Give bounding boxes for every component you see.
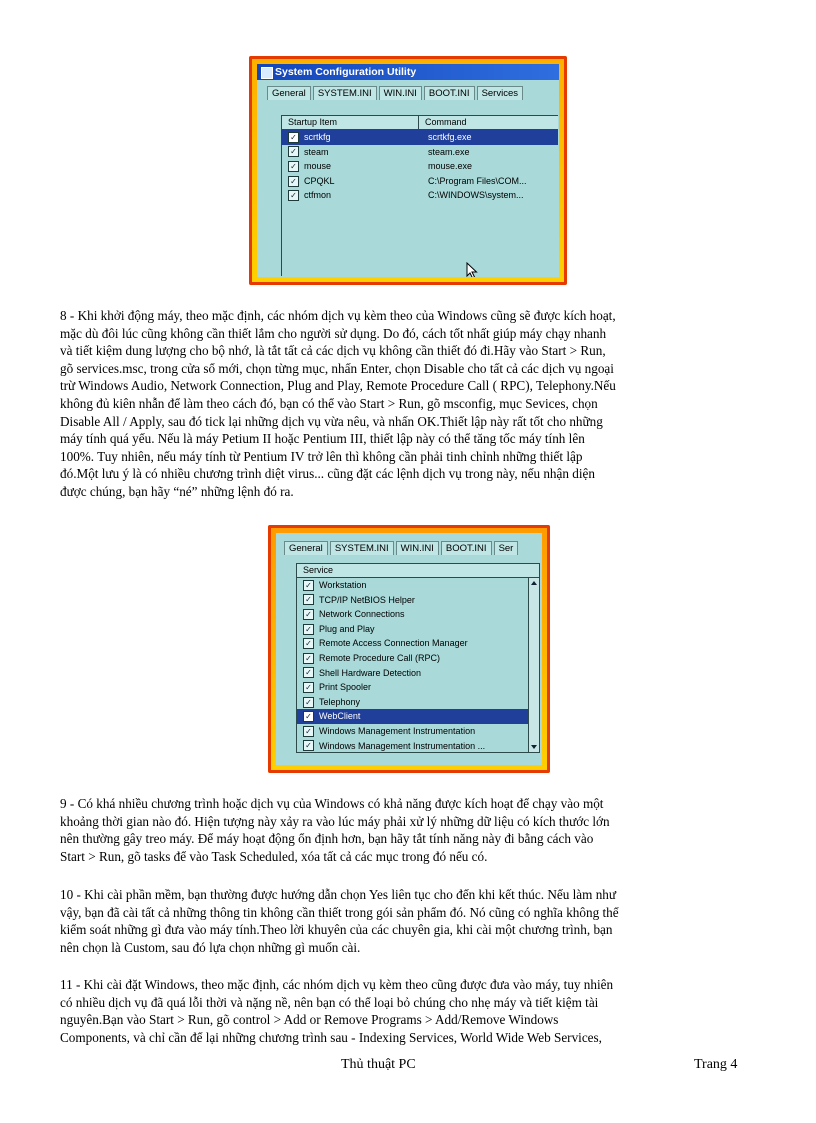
checkbox-checked-icon[interactable]: ✓ [288,132,299,143]
text-line: kiểm soát những gì đưa vào máy tính.Theo lời khuyên của các chuyên gia, khi cài một chương trình, bạn [60,922,613,938]
checkbox-checked-icon[interactable]: ✓ [303,624,314,635]
text-line: Components, và chỉ cần để lại những chương trình sau - Indexing Services, World Wide Web Services, [60,1029,602,1045]
startup-item-name: steam [304,146,329,157]
startup-item-command: C:\Program Files\COM... [428,175,527,186]
list-item[interactable] [297,622,528,637]
tab-win-ini[interactable]: WIN.INI [396,541,439,555]
checkbox-checked-icon[interactable]: ✓ [288,161,299,172]
checkbox-checked-icon[interactable]: ✓ [288,176,299,187]
startup-item-command: scrtkfg.exe [428,132,472,142]
service-name: Remote Access Connection Manager [319,638,468,649]
tab-boot-ini[interactable]: BOOT.INI [441,541,492,555]
text-line: được chúng, bạn hãy “né” những lệnh đó ra. [60,483,294,499]
checkbox-checked-icon[interactable]: ✓ [303,740,314,751]
service-name: Workstation [319,580,367,590]
startup-item-name: mouse [304,161,332,172]
checkbox-checked-icon[interactable]: ✓ [303,594,314,605]
text-line: nên thường gây treo máy. Để máy hoạt động ổn định hơn, bạn hãy tắt tính năng này đi bằng cách vào [60,831,594,847]
services-window [276,533,542,765]
startup-item-name: scrtkfg [304,132,331,142]
text-line: trừ Windows Audio, Network Connection, Plug and Play, Remote Procedure Call ( RPC), Telephony.Nếu [60,378,616,394]
tab-services[interactable]: Services [477,86,523,100]
text-line: 9 - Có khá nhiều chương trình hoặc dịch vụ của Windows có khả năng được kích hoạt để chạy vào một [60,796,604,811]
table-row[interactable] [282,145,558,160]
list-item[interactable] [297,680,528,695]
checkbox-checked-icon[interactable]: ✓ [303,697,314,708]
startup-screenshot [249,56,567,285]
list-item[interactable] [297,709,528,724]
text-line: và tiết kiệm dung lượng cho bộ nhớ, là tắt tất cả các dịch vụ không cần thiết đó đi.Hãy vào Start > Run, [60,343,606,359]
list-item[interactable] [297,666,528,681]
text-line: nguyên.Bạn vào Start > Run, gõ control > Add or Remove Programs > Add/Remove Windows [60,1012,559,1028]
tab-general[interactable]: General [267,86,311,100]
services-screenshot [268,525,550,773]
paragraph-11 [60,976,752,1046]
text-line: Disable All / Apply, sau đó tick lại những dịch vụ vừa nêu, và nhấn OK.Thiết lập này rất tốt cho những [60,413,603,429]
tab-system-ini[interactable]: SYSTEM.INI [313,86,377,100]
table-row[interactable] [282,174,558,189]
list-item[interactable] [297,607,528,622]
list-item[interactable] [297,695,528,710]
text-line: 100%. Tuy nhiên, nếu máy tính từ Pentium IV trở lên thì không cần phải tinh chỉnh những thiết lập [60,448,583,464]
window-titlebar [257,64,559,80]
tab-strip [276,533,542,555]
service-name: Telephony [319,696,361,707]
startup-item-command: C:\WINDOWS\system... [428,190,524,201]
checkbox-checked-icon[interactable]: ✓ [288,190,299,201]
checkbox-checked-icon[interactable]: ✓ [303,711,314,722]
text-line: khoảng thời gian nào đó. Hiện tượng này xảy ra vào lúc máy phải xử lý những dữ liệu có kích thước lớn [60,813,610,829]
startup-item-name: CPQKL [304,175,335,186]
checkbox-checked-icon[interactable]: ✓ [303,653,314,664]
service-name: Plug and Play [319,623,375,634]
text-line: 8 - Khi khởi động máy, theo mặc định, các nhóm dịch vụ kèm theo của Windows cũng sẽ được kích hoạt, [60,308,616,323]
vertical-scrollbar[interactable] [528,578,539,752]
tab-strip [257,80,559,100]
list-header [282,116,558,130]
startup-list[interactable] [281,115,558,276]
system-config-window [257,64,559,277]
checkbox-checked-icon[interactable]: ✓ [288,146,299,157]
page-number: Trang 4 [694,1057,738,1072]
checkbox-checked-icon[interactable]: ✓ [303,580,314,591]
window-title: System Configuration Utility [275,66,417,78]
service-name: Remote Procedure Call (RPC) [319,652,441,663]
paragraph-8 [60,307,752,501]
text-line: mặc dù đôi lúc cũng không cần thiết lắm cho người sử dụng. Do đó, cách tốt nhất giúp máy chạy nhanh [60,325,607,341]
text-line: có nhiều dịch vụ đã quá lỗi thời và nặng nề, nên bạn có thể loại bỏ chúng cho nhẹ máy và tiết kiệm tài [60,994,599,1010]
text-line: đó.Một lưu ý là có nhiều chương trình diệt virus... cũng đặt các lệnh dịch vụ trong này, nếu nhận diện [60,466,595,482]
scroll-down-icon[interactable] [531,745,537,749]
list-header [297,564,539,578]
tab-boot-ini[interactable]: BOOT.INI [424,86,475,100]
tab-services[interactable]: Ser [494,541,519,555]
tab-win-ini[interactable]: WIN.INI [379,86,422,100]
services-list[interactable] [296,563,540,753]
column-command[interactable]: Command [425,117,467,127]
tab-general[interactable]: General [284,541,328,555]
service-name: Network Connections [319,609,405,620]
column-service[interactable]: Service [303,565,334,575]
table-row[interactable] [282,188,558,203]
service-name: Windows Management Instrumentation ... [319,740,486,751]
paragraph-9 [60,795,752,865]
app-icon [261,67,273,79]
text-line: Start > Run, gõ tasks để vào Task Scheduled, xóa tất cả các mục trong đó nếu có. [60,848,488,864]
checkbox-checked-icon[interactable]: ✓ [303,726,314,737]
startup-item-command: mouse.exe [428,161,473,172]
list-item[interactable] [297,651,528,666]
service-name: Print Spooler [319,682,372,693]
checkbox-checked-icon[interactable]: ✓ [303,682,314,693]
text-line: không đủ kiên nhẫn để làm theo cách đó, bạn có thể vào Start > Run, gõ msconfig, mục Sevices, chọn [60,395,598,411]
list-item[interactable] [297,578,528,593]
footer-title: Thủ thuật PC [341,1057,416,1072]
text-line: gõ services.msc, trong cửa sổ mới, chọn từng mục, nhấn Enter, chọn Disable cho tất cả các dịch vụ ngoại [60,360,614,376]
startup-item-name: ctfmon [304,190,332,201]
text-line: nên chọn là Custom, sau đó lựa chọn những gì muốn cài. [60,939,361,955]
service-name: WebClient [319,711,361,722]
list-item[interactable] [297,636,528,651]
list-item[interactable] [297,739,528,754]
text-line: vậy, bạn đã cài tất cả những thông tin không cần thiết trong gói sản phẩm đó. Nó cũng có nghĩa không thể [60,904,619,920]
service-name: Windows Management Instrumentation [319,725,476,736]
paragraph-10 [60,886,752,956]
text-line: 10 - Khi cài phần mềm, bạn thường được hướng dẫn chọn Yes liên tục cho đến khi kết thúc. Nếu làm như [60,887,617,902]
list-item[interactable] [297,724,528,739]
service-name: Shell Hardware Detection [319,667,422,678]
column-startup-item[interactable]: Startup Item [282,116,419,129]
checkbox-checked-icon[interactable]: ✓ [303,609,314,620]
text-line: 11 - Khi cài đặt Windows, theo mặc định, các nhóm dịch vụ kèm theo cũng được đưa vào máy, tuy nhiên [60,977,614,992]
startup-item-command: steam.exe [428,146,470,157]
scroll-up-icon[interactable] [531,581,537,585]
service-name: TCP/IP NetBIOS Helper [319,594,415,605]
list-item[interactable] [297,593,528,608]
checkbox-checked-icon[interactable]: ✓ [303,667,314,678]
table-row[interactable] [282,130,558,145]
table-row[interactable] [282,159,558,174]
checkbox-checked-icon[interactable]: ✓ [303,638,314,649]
tab-system-ini[interactable]: SYSTEM.INI [330,541,394,555]
text-line: máy tính quá yếu. Nếu là máy Petium II hoặc Pentium III, thiết lập này có thể tăng tốc máy tính lên [60,431,585,447]
mouse-pointer-icon [466,262,478,277]
